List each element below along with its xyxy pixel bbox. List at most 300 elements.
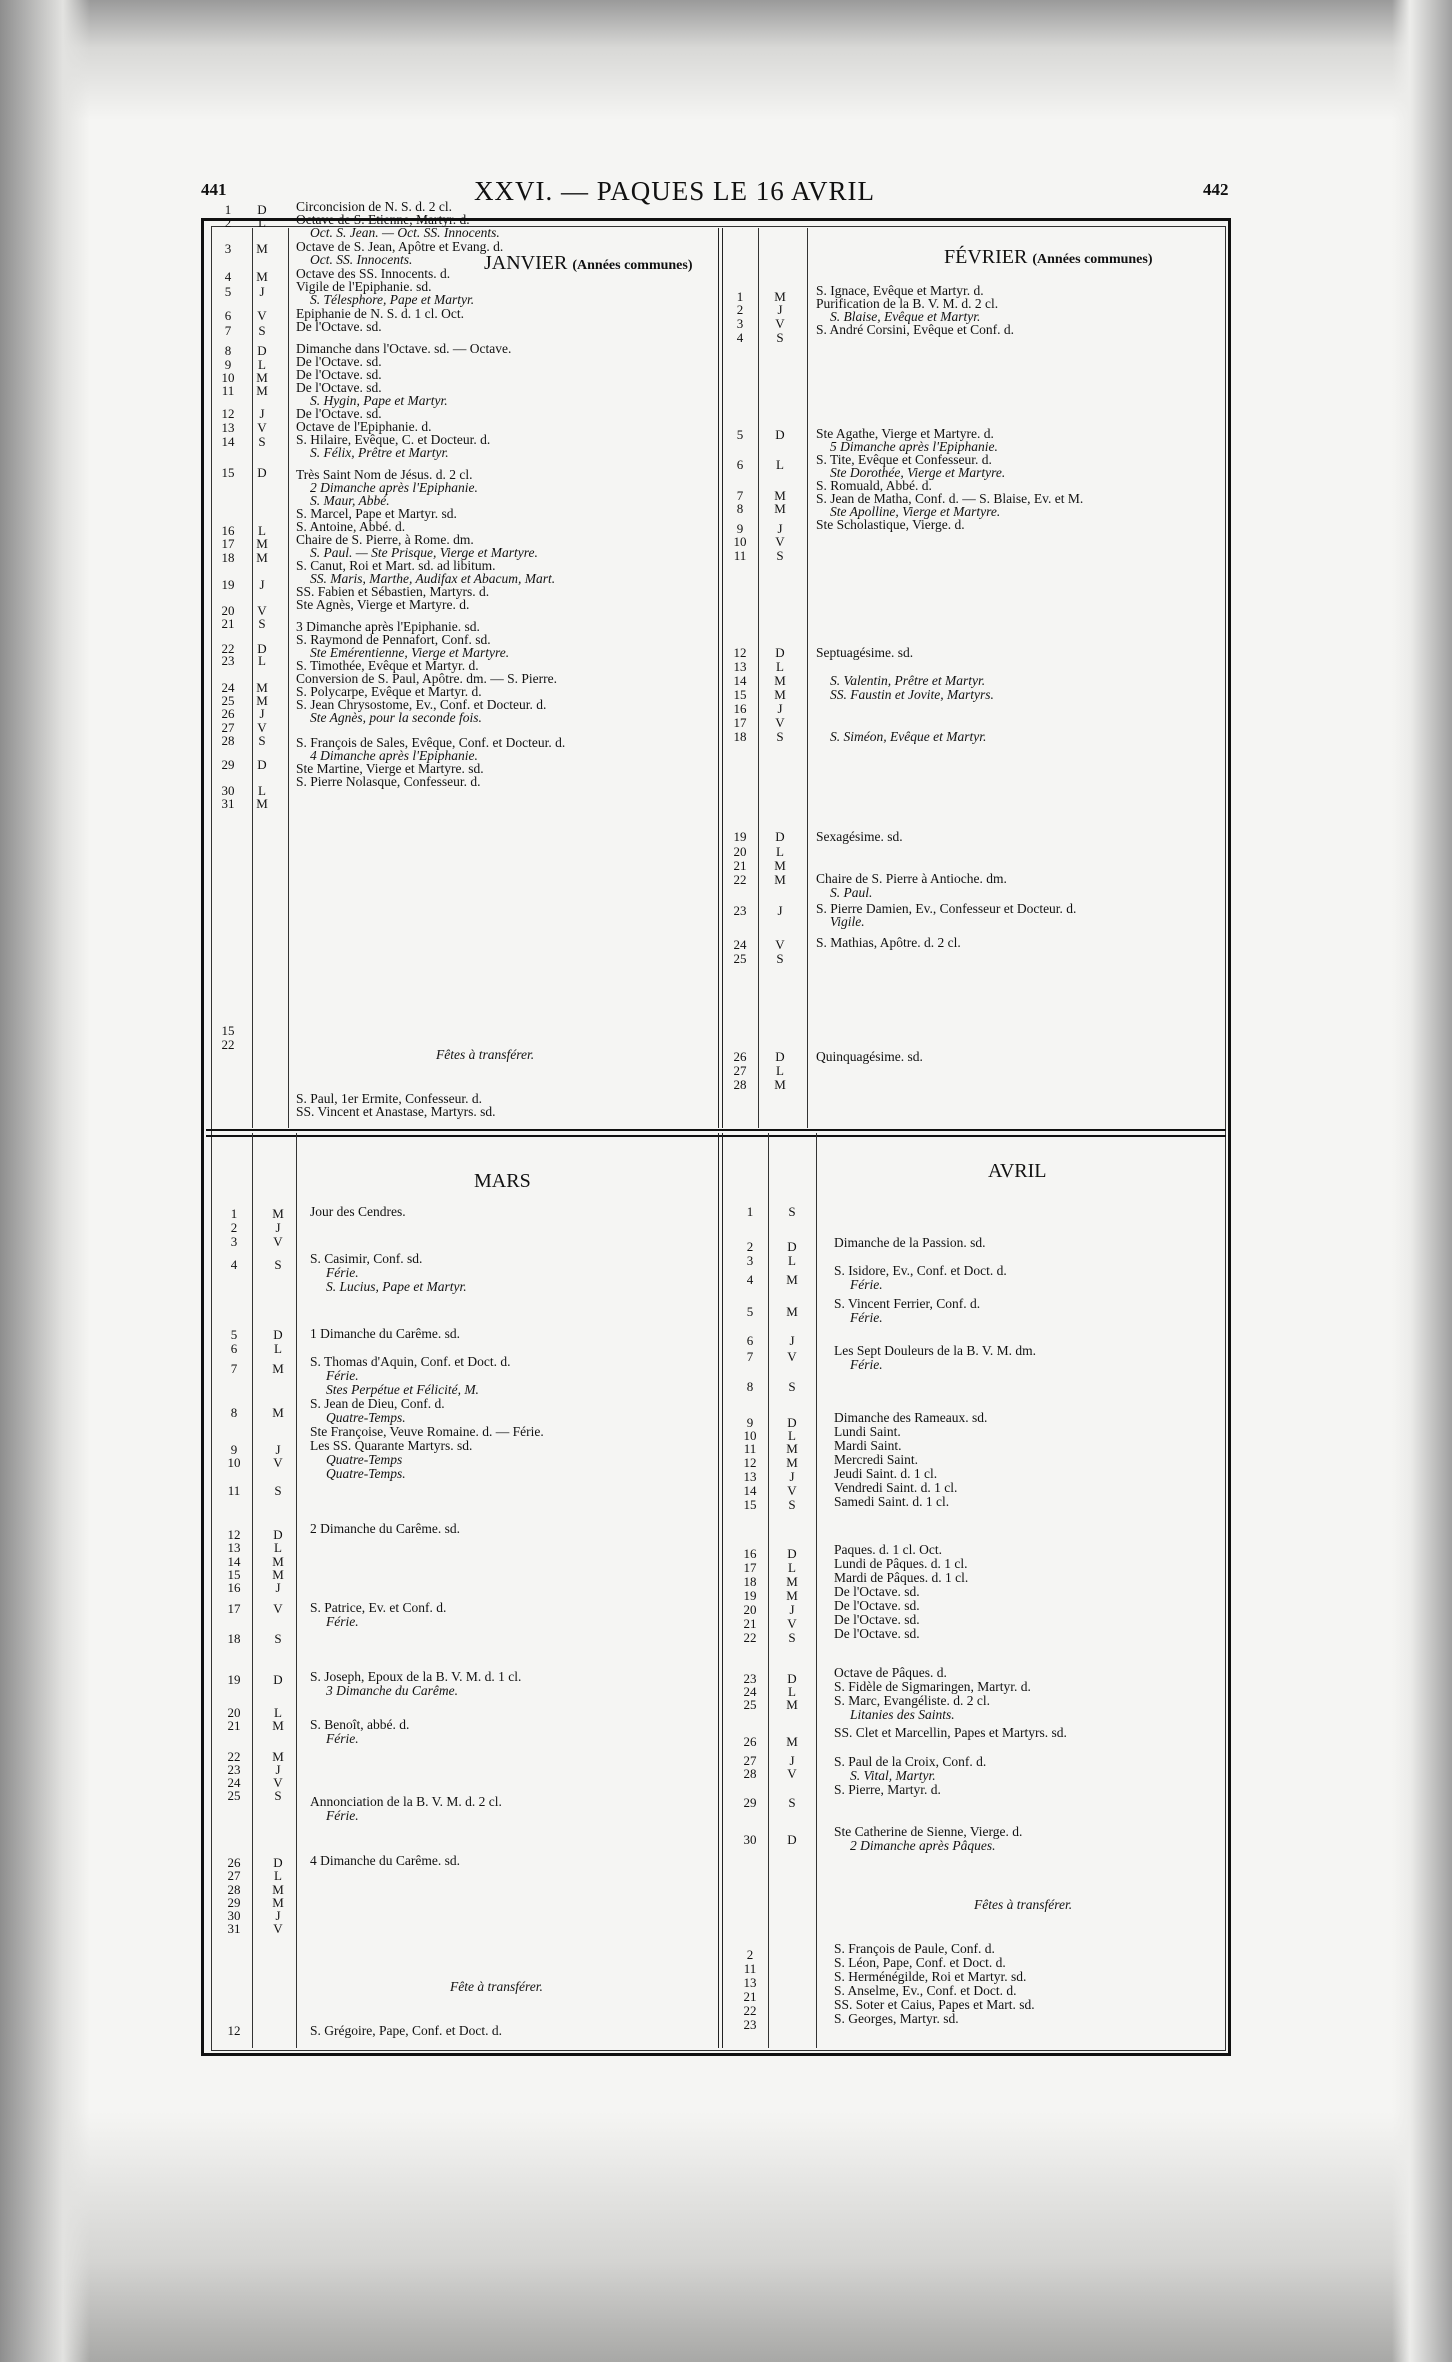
calendar-entry: Férie. [326,1368,359,1383]
day-letter: M [256,269,268,284]
day-number: 15 [221,465,235,480]
calendar-entry: Fête à transférer. [450,1979,543,1994]
calendar-entry: Septuagésime. sd. [816,645,914,660]
day-number: 10 [227,1455,241,1470]
calendar-entry: Paques. d. 1 cl. Oct. [834,1542,942,1557]
calendar-entry: De l'Octave. sd. [834,1612,920,1627]
day-letter: S [258,323,266,338]
calendar-entry: S. Félix, Prêtre et Martyr. [310,445,449,460]
day-number: 29 [743,1795,757,1810]
calendar-entry: Férie. [326,1265,359,1280]
day-number: 22 [227,1749,241,1764]
day-letter: D [257,202,267,217]
calendar-entry: S. Raymond de Pennafort, Conf. sd. [296,632,491,647]
day-letter: S [776,548,784,563]
day-letter: L [258,783,266,798]
calendar-entry: S. Maur, Abbé. [310,493,390,508]
day-letter: J [275,1908,281,1923]
calendar-entry: Ste Apolline, Vierge et Martyre. [830,504,1001,519]
calendar-entry: Férie. [326,1614,359,1629]
rule [718,228,723,1128]
day-letter: J [275,1220,281,1235]
day-letter: M [774,872,786,887]
day-number: 3 [736,316,744,331]
month-title-fevrier: FÉVRIER (Années communes) [944,246,1153,268]
calendar-entry: 3 Dimanche du Carême. [326,1683,458,1698]
calendar-entry: S. Vital, Martyr. [850,1768,936,1783]
day-letter: S [258,434,266,449]
day-letter: M [786,1697,798,1712]
day-number: 12 [743,1455,757,1470]
day-number: 26 [733,1049,747,1064]
calendar-entry: 3 Dimanche après l'Epiphanie. sd. [296,619,480,634]
day-number: 14 [743,1483,757,1498]
day-number: 4 [746,1272,754,1287]
day-letter: M [774,1077,786,1092]
day-letter: M [272,1882,284,1897]
day-letter: M [272,1718,284,1733]
day-letter: L [274,1868,282,1883]
day-number: 3 [746,1253,754,1268]
day-letter: M [786,1272,798,1287]
calendar-entry: S. Hilaire, Evêque, C. et Docteur. d. [296,432,491,447]
day-letter: L [776,844,784,859]
calendar-entry: S. André Corsini, Evêque et Conf. d. [816,322,1014,337]
calendar-entry: S. Casimir, Conf. sd. [310,1251,423,1266]
day-number: 3 [230,1234,238,1249]
day-number: 4 [230,1257,238,1272]
day-number: 7 [230,1361,238,1376]
day-number: 21 [743,1989,757,2004]
rule [288,228,289,1128]
day-number: 4 [736,330,744,345]
calendar-entry: Fêtes à transférer. [974,1897,1073,1912]
day-letter: J [789,1753,795,1768]
calendar-entry: Octave de S. Etienne, Martyr. d. [296,212,470,227]
day-number: 24 [743,1684,757,1699]
calendar-entry: Mardi de Pâques. d. 1 cl. [834,1570,969,1585]
day-letter: D [775,829,785,844]
calendar-entry: SS. Maris, Marthe, Audifax et Abacum, Mart. [310,571,556,586]
day-number: 9 [746,1415,754,1430]
day-letter: V [257,308,267,323]
day-letter: M [256,796,268,811]
day-number: 8 [224,343,232,358]
day-number: 7 [736,488,744,503]
calendar-entry: Dimanche de la Passion. sd. [834,1235,986,1250]
day-letter: S [788,1630,796,1645]
month-title-avril: AVRIL [988,1160,1047,1182]
calendar-entry: De l'Octave. sd. [296,319,382,334]
calendar-entry: S. Timothée, Evêque et Martyr. d. [296,658,479,673]
day-letter: M [786,1734,798,1749]
day-letter: D [787,1832,797,1847]
day-letter: L [258,215,266,230]
calendar-entry: Samedi Saint. d. 1 cl. [834,1494,950,1509]
day-letter: V [273,1234,283,1249]
day-letter: J [777,701,783,716]
day-number: 17 [221,536,235,551]
day-letter: D [787,1415,797,1430]
day-letter: V [257,720,267,735]
day-number: 21 [733,858,747,873]
page-number-left: 441 [201,180,227,199]
day-number: 27 [733,1063,747,1078]
day-letter: S [776,330,784,345]
day-number: 23 [221,653,235,668]
day-number: 6 [736,457,744,472]
calendar-entry: S. Polycarpe, Evêque et Martyr. d. [296,684,482,699]
calendar-entry: Vendredi Saint. d. 1 cl. [834,1480,958,1495]
day-number: 6 [224,308,232,323]
day-letter: D [775,645,785,660]
day-letter: D [273,1855,283,1870]
calendar-entry: Les Sept Douleurs de la B. V. M. dm. [834,1343,1036,1358]
day-number: 25 [733,951,747,966]
calendar-entry: S. Anselme, Ev., Conf. et Doct. d. [834,1983,1017,1998]
calendar-entry: Ste Agnès, pour la seconde fois. [310,710,482,725]
calendar-entry: 2 Dimanche après l'Epiphanie. [310,480,478,495]
calendar-entry: Ste Scholastique, Vierge. d. [816,517,965,532]
calendar-entry: De l'Octave. sd. [834,1626,920,1641]
calendar-entry: Jour des Cendres. [310,1204,406,1219]
day-number: 12 [227,1527,241,1542]
calendar-entry: Purification de la B. V. M. d. 2 cl. [816,296,999,311]
day-letter: J [275,1580,281,1595]
day-letter: M [786,1304,798,1319]
day-number: 9 [736,521,744,536]
day-number: 15 [743,1497,757,1512]
day-number: 11 [227,1483,241,1498]
day-letter: D [273,1672,283,1687]
calendar-entry: Férie. [850,1277,883,1292]
day-number: 28 [227,1882,241,1897]
day-letter: V [787,1349,797,1364]
calendar-entry: S. Grégoire, Pape, Conf. et Doct. d. [310,2023,502,2038]
calendar-entry: S. Fidèle de Sigmaringen, Martyr. d. [834,1679,1031,1694]
day-letter: V [775,316,785,331]
calendar-entry: De l'Octave. sd. [296,380,382,395]
day-letter: S [258,733,266,748]
day-letter: M [786,1574,798,1589]
day-number: 14 [221,434,235,449]
day-number: 21 [743,1616,757,1631]
calendar-entry: De l'Octave. sd. [834,1584,920,1599]
calendar-entry: S. Jean Chrysostome, Ev., Conf. et Docteur. d. [296,697,547,712]
month-title-janvier: JANVIER (Années communes) [484,252,693,274]
day-number: 3 [224,241,232,256]
day-letter: L [258,523,266,538]
day-number: 9 [224,357,232,372]
scan-border-left [0,0,90,2362]
day-number: 4 [224,269,232,284]
day-letter: L [258,653,266,668]
day-letter: S [776,729,784,744]
day-number: 1 [230,1206,238,1221]
day-number: 18 [221,550,235,565]
day-number: 2 [746,1947,754,1962]
day-number: 28 [733,1077,747,1092]
day-letter: S [274,1631,282,1646]
calendar-entry: S. Benoît, abbé. d. [310,1717,410,1732]
day-number: 12 [227,2023,241,2038]
day-number: 18 [743,1574,757,1589]
day-letter: D [787,1239,797,1254]
calendar-entry: S. Pierre, Martyr. d. [834,1782,941,1797]
calendar-entry: S. Tite, Evêque et Confesseur. d. [816,452,992,467]
day-number: 1 [746,1204,754,1219]
day-letter: L [274,1341,282,1356]
calendar-entry: Oct. SS. Innocents. [310,252,413,267]
day-letter: M [256,680,268,695]
day-letter: J [777,521,783,536]
day-letter: S [274,1788,282,1803]
day-number: 14 [733,673,747,688]
day-number: 24 [227,1775,241,1790]
day-number: 23 [743,1671,757,1686]
day-letter: L [258,357,266,372]
day-number: 17 [733,715,747,730]
calendar-entry: Oct. S. Jean. — Oct. SS. Innocents. [310,225,500,240]
calendar-entry: S. Ignace, Evêque et Martyr. d. [816,283,984,298]
calendar-entry: SS. Clet et Marcellin, Papes et Martyrs. sd. [834,1725,1067,1740]
day-letter: M [786,1441,798,1456]
day-number: 11 [743,1961,757,1976]
month-title-mars: MARS [474,1170,531,1192]
day-number: 29 [227,1895,241,1910]
calendar-entry: Ste Emérentienne, Vierge et Martyre. [310,645,510,660]
day-number: 22 [733,872,747,887]
day-letter: J [275,1442,281,1457]
day-letter: D [257,641,267,656]
calendar-entry: Ste Françoise, Veuve Romaine. d. — Férie. [310,1424,544,1439]
day-number: 2 [746,1239,754,1254]
day-letter: D [775,427,785,442]
calendar-entry: Mardi Saint. [834,1438,902,1453]
scan-border-right [1392,0,1452,2362]
day-letter: L [788,1684,796,1699]
day-number: 1 [736,289,744,304]
day-number: 13 [733,659,747,674]
day-letter: L [788,1253,796,1268]
day-letter: L [776,659,784,674]
calendar-entry: S. Pierre Damien, Ev., Confesseur et Docteur. d. [816,901,1077,916]
calendar-entry: S. Paul, 1er Ermite, Confesseur. d. [296,1091,482,1106]
page-title: XXVI. — PAQUES LE 16 AVRIL [474,176,876,206]
day-number: 22 [221,641,235,656]
day-letter: S [788,1795,796,1810]
day-number: 2 [736,302,744,317]
day-number: 30 [227,1908,241,1923]
calendar-entry: Ste Catherine de Sienne, Vierge. d. [834,1824,1023,1839]
calendar-entry: S. Thomas d'Aquin, Conf. et Doct. d. [310,1354,511,1369]
day-letter: V [257,603,267,618]
day-letter: L [274,1540,282,1555]
rule [296,1133,297,2048]
day-number: 26 [743,1734,757,1749]
day-letter: V [775,715,785,730]
day-letter: V [273,1921,283,1936]
day-letter: M [786,1455,798,1470]
day-number: 22 [221,1037,235,1052]
rule [252,1133,253,2048]
day-letter: J [259,284,265,299]
day-number: 19 [227,1672,241,1687]
day-letter: L [274,1705,282,1720]
day-number: 11 [743,1441,757,1456]
calendar-entry: S. Marcel, Pape et Martyr. sd. [296,506,457,521]
calendar-entry: Chaire de S. Pierre à Antioche. dm. [816,871,1007,886]
day-letter: J [789,1602,795,1617]
day-number: 10 [733,534,747,549]
day-number: 13 [227,1540,241,1555]
day-number: 21 [221,616,235,631]
day-number: 10 [743,1428,757,1443]
day-number: 13 [221,420,235,435]
calendar-entry: De l'Octave. sd. [296,406,382,421]
calendar-entry: De l'Octave. sd. [834,1598,920,1613]
day-number: 28 [743,1766,757,1781]
calendar-entry: S. Jean de Dieu, Conf. d. [310,1396,445,1411]
calendar-entry: S. Patrice, Ev. et Conf. d. [310,1600,447,1615]
day-letter: M [256,370,268,385]
calendar-entry: SS. Faustin et Jovite, Martyrs. [830,687,994,702]
day-letter: M [256,383,268,398]
day-number: 19 [221,577,235,592]
day-letter: M [774,289,786,304]
day-number: 19 [743,1588,757,1603]
day-letter: M [786,1588,798,1603]
day-letter: S [258,616,266,631]
day-number: 6 [746,1333,754,1348]
day-number: 26 [227,1855,241,1870]
day-number: 24 [221,680,235,695]
calendar-entry: S. Isidore, Ev., Conf. et Doct. d. [834,1263,1007,1278]
calendar-entry: S. Vincent Ferrier, Conf. d. [834,1296,981,1311]
calendar-entry: Chaire de S. Pierre, à Rome. dm. [296,532,474,547]
rule [758,228,759,1128]
day-number: 31 [221,796,235,811]
day-number: 28 [221,733,235,748]
day-letter: V [273,1455,283,1470]
calendar-entry: Stes Perpétue et Félicité, M. [326,1382,479,1397]
calendar-entry: S. Antoine, Abbé. d. [296,519,406,534]
day-number: 11 [221,383,235,398]
day-number: 21 [227,1718,241,1733]
day-letter: V [787,1616,797,1631]
calendar-entry: Sexagésime. sd. [816,829,903,844]
calendar-entry: 2 Dimanche du Carême. sd. [310,1521,460,1536]
day-letter: M [272,1405,284,1420]
calendar-entry: Litanies des Saints. [850,1707,955,1722]
calendar-entry: S. Télesphore, Pape et Martyr. [310,292,475,307]
day-letter: M [256,536,268,551]
day-number: 18 [227,1631,241,1646]
day-number: 20 [221,603,235,618]
day-letter: J [777,302,783,317]
calendar-entry: Férie. [850,1310,883,1325]
day-letter: D [273,1327,283,1342]
day-letter: V [775,937,785,952]
day-letter: M [272,1554,284,1569]
day-number: 8 [230,1405,238,1420]
day-letter: D [787,1671,797,1686]
calendar-entry: Lundi de Pâques. d. 1 cl. [834,1556,968,1571]
day-letter: D [257,343,267,358]
day-letter: M [272,1749,284,1764]
day-number: 25 [227,1788,241,1803]
calendar-entry: Férie. [326,1731,359,1746]
calendar-entry: De l'Octave. sd. [296,354,382,369]
day-number: 16 [743,1546,757,1561]
day-number: 27 [743,1753,757,1768]
day-number: 23 [743,2017,757,2032]
calendar-entry: S. Pierre Nolasque, Confesseur. d. [296,774,481,789]
calendar-entry: S. François de Sales, Evêque, Conf. et Docteur. d. [296,735,566,750]
rule [768,1133,769,2048]
day-letter: J [789,1469,795,1484]
day-number: 5 [746,1304,754,1319]
calendar-entry: Epiphanie de N. S. d. 1 cl. Oct. [296,306,464,321]
day-number: 7 [746,1349,754,1364]
day-letter: L [776,1063,784,1078]
day-number: 27 [227,1868,241,1883]
calendar-entry: Octave des SS. Innocents. d. [296,266,451,281]
day-number: 27 [221,720,235,735]
calendar-entry: Octave de S. Jean, Apôtre et Evang. d. [296,239,504,254]
day-number: 17 [743,1560,757,1575]
day-number: 30 [743,1832,757,1847]
day-letter: J [259,406,265,421]
day-letter: D [787,1546,797,1561]
day-letter: D [775,1049,785,1064]
calendar-entry: Jeudi Saint. d. 1 cl. [834,1466,938,1481]
calendar-entry: Annonciation de la B. V. M. d. 2 cl. [310,1794,502,1809]
rule [816,1133,817,2048]
calendar-entry: 4 Dimanche du Carême. sd. [310,1853,460,1868]
day-number: 16 [733,701,747,716]
day-letter: M [272,1567,284,1582]
day-number: 11 [733,548,747,563]
day-letter: V [775,534,785,549]
calendar-entry: Conversion de S. Paul, Apôtre. dm. — S. Pierre. [296,671,557,686]
calendar-entry: S. Paul de la Croix, Conf. d. [834,1754,987,1769]
calendar-entry: S. Léon, Pape, Conf. et Doct. d. [834,1955,1006,1970]
calendar-entry: Ste Agathe, Vierge et Martyre. d. [816,426,994,441]
calendar-entry: Octave de l'Epiphanie. d. [296,419,432,434]
calendar-entry: 2 Dimanche après Pâques. [850,1838,996,1853]
calendar-entry: 1 Dimanche du Carême. sd. [310,1326,460,1341]
day-number: 7 [224,323,232,338]
calendar-entry: Quatre-Temps [326,1452,403,1467]
day-number: 16 [227,1580,241,1595]
calendar-entry: S. Valentin, Prêtre et Martyr. [830,673,986,688]
day-letter: V [273,1775,283,1790]
day-number: 15 [227,1567,241,1582]
day-letter: M [256,550,268,565]
day-number: 16 [221,523,235,538]
day-number: 19 [733,829,747,844]
day-letter: M [774,488,786,503]
day-letter: S [788,1204,796,1219]
day-number: 17 [227,1601,241,1616]
day-letter: V [273,1601,283,1616]
day-letter: V [787,1483,797,1498]
day-letter: S [776,951,784,966]
day-number: 20 [227,1705,241,1720]
day-number: 15 [221,1023,235,1038]
day-letter: L [788,1428,796,1443]
